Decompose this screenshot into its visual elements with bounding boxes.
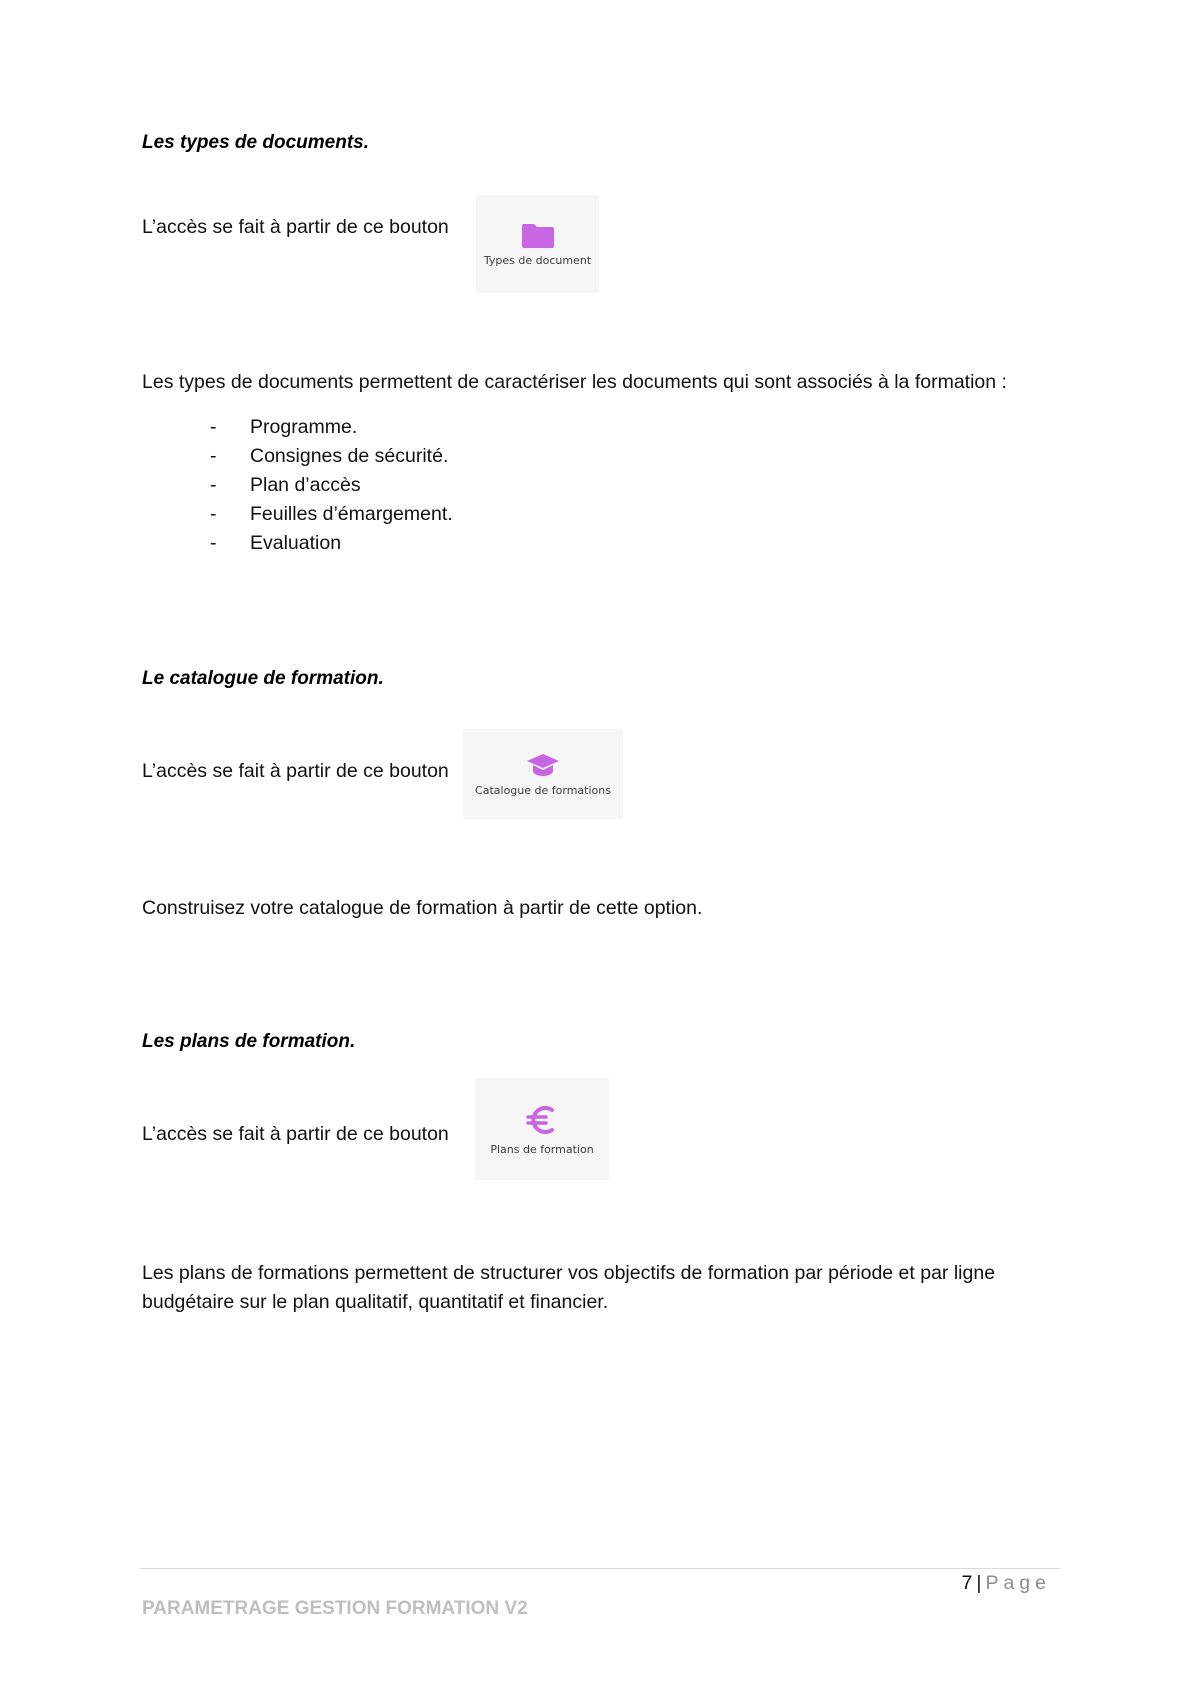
folder-icon [522, 222, 554, 248]
plans-formation-button[interactable] [475, 1078, 609, 1180]
list-dash: - [210, 503, 217, 525]
graduation-cap-icon [526, 752, 560, 778]
euro-icon [525, 1103, 559, 1137]
types-documents-description: Les types de documents permettent de caractériser les documents qui sont associés à la formation : [142, 371, 1007, 393]
catalogue-formations-button-label: Catalogue de formations [475, 783, 611, 797]
list-dash: - [210, 445, 217, 467]
types-document-button[interactable] [476, 195, 599, 293]
list-dash: - [210, 532, 217, 554]
access-text-catalogue: L’accès se fait à partir de ce bouton [142, 760, 449, 782]
page-number-value: 7 [961, 1572, 973, 1594]
list-dash: - [210, 416, 217, 438]
section-heading-catalogue: Le catalogue de formation. [142, 668, 384, 689]
access-text-plans: L’accès se fait à partir de ce bouton [142, 1123, 449, 1145]
section-heading-types-documents: Les types de documents. [142, 132, 370, 153]
page-number [962, 1572, 1051, 1595]
types-document-button-label: Types de document [483, 253, 592, 267]
plans-formation-button-label: Plans de formation [490, 1142, 594, 1156]
page-word: Page [985, 1572, 1051, 1594]
catalogue-description: Construisez votre catalogue de formation à partir de cette option. [142, 897, 703, 919]
list-dash: - [210, 474, 217, 496]
page-number-separator: | [976, 1572, 982, 1594]
catalogue-formations-button[interactable] [463, 729, 623, 819]
document-page: Les types de documents. L’accès se fait à partir de ce bouton Types de document Les types de documents permettent de caractériser les documents qui sont associés à la formation : - Programme. - Consignes de sécurité. - Plan d’accès - Feuilles d’émargement. - Evaluation Le catalogue de formation. L’accès se fait à partir de ce bouton Catalogue de formations Construisez votre catalogue de formation à partir de cette option. Les plans de formation. L’accès se fait à partir de ce bouton Plans de formation Les plans de formations permettent de structurer vos objectifs de formation par période et par ligne budgétaire sur le plan qualitatif, quantitatif et financier. 7 | Page PARAMETRAGE GESTION FORMATION V2 [0, 0, 1191, 1684]
plans-description: Les plans de formations permettent de structurer vos objectifs de formation par période et par ligne budgétaire sur le plan qualitatif, quantitatif et financier. [142, 1262, 996, 1313]
access-text-types-documents: L’accès se fait à partir de ce bouton [142, 216, 449, 238]
footer-document-title: PARAMETRAGE GESTION FORMATION V2 [142, 1598, 528, 1619]
footer-divider [140, 1568, 1060, 1569]
section-heading-plans: Les plans de formation. [142, 1031, 356, 1052]
